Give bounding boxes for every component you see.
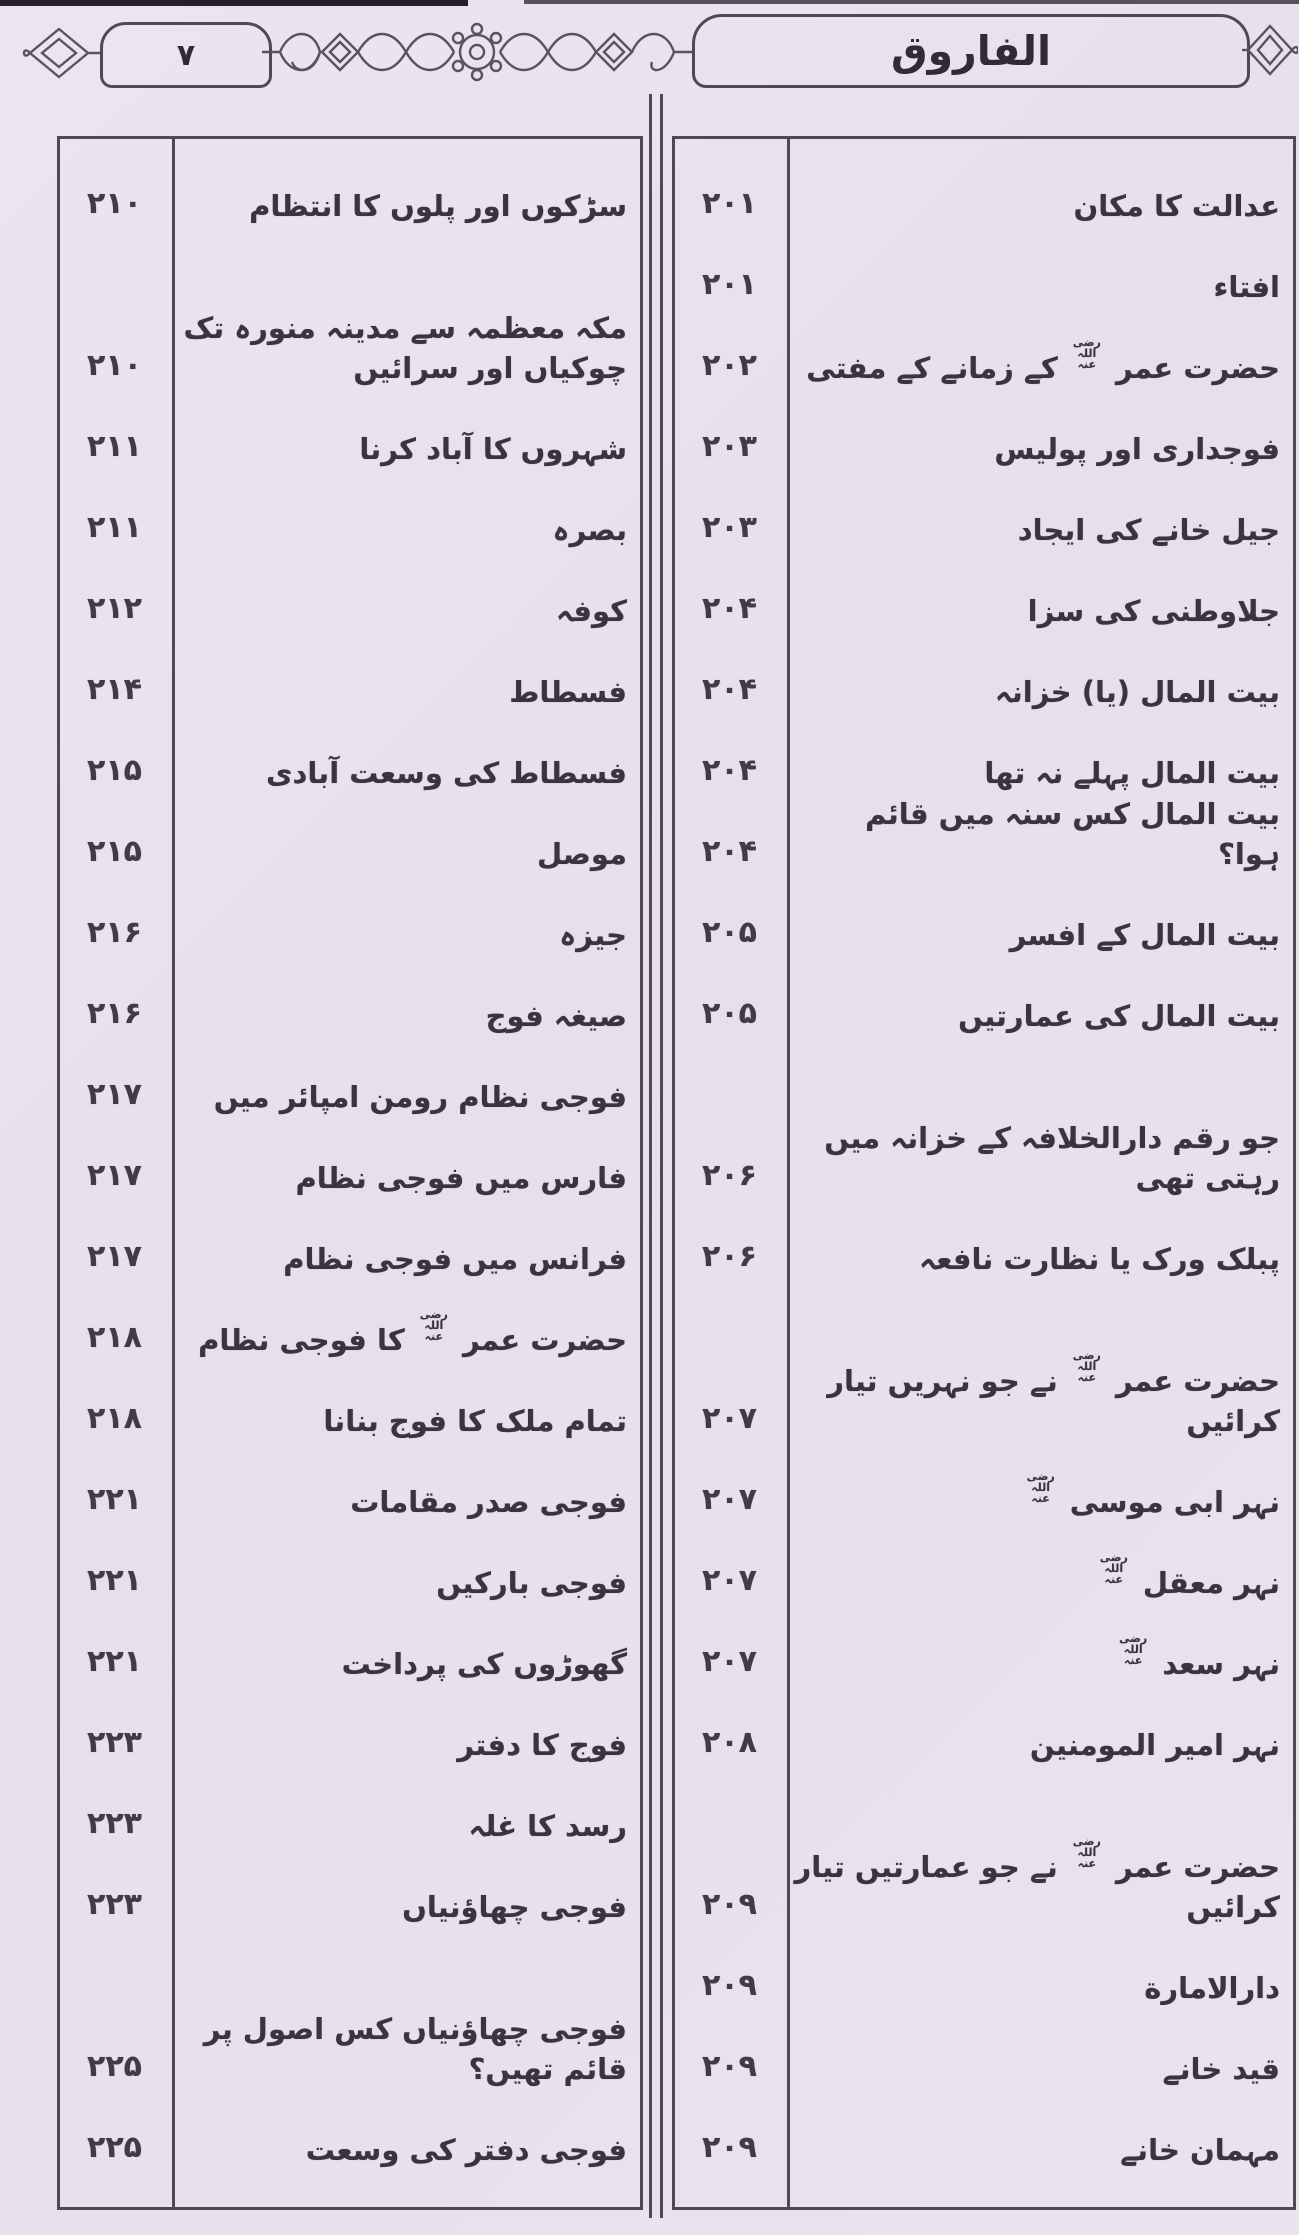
entry-title-text: فسطاط کی وسعت آبادی bbox=[265, 756, 627, 790]
entry-title-text: افتاء bbox=[1213, 270, 1280, 304]
entry-title bbox=[784, 1552, 1293, 1603]
entry-page-number: ۲۰۹ bbox=[702, 2130, 757, 2165]
honorific-seal: رضی اللہ عنہ bbox=[1072, 1350, 1101, 1383]
toc-entry-row bbox=[60, 888, 640, 969]
entry-page-number: ۲۲۳ bbox=[87, 1806, 142, 1841]
toc-entry-row bbox=[675, 321, 1293, 402]
toc-entry-row bbox=[675, 969, 1293, 1050]
entry-title bbox=[169, 1239, 640, 1279]
entry-title-text: جلاوطنی کی سزا bbox=[1027, 594, 1280, 628]
toc-entry-row bbox=[60, 645, 640, 726]
entry-page-number: ۲۱۸ bbox=[87, 1401, 142, 1436]
entry-title-text: حضرت عمر bbox=[1115, 1850, 1280, 1884]
toc-entry-row bbox=[675, 1293, 1293, 1455]
entry-title bbox=[169, 1482, 640, 1522]
entry-title bbox=[784, 591, 1293, 631]
entry-page-number: ۲۲۳ bbox=[87, 1887, 142, 1922]
entry-title-text: گھوڑوں کی پرداخت bbox=[341, 1647, 627, 1681]
entry-page-number: ۲۱۵ bbox=[87, 834, 142, 869]
toc-entry-row bbox=[60, 969, 640, 1050]
entry-title-text: فوجی دفتر کی وسعت bbox=[305, 2133, 627, 2167]
entry-title bbox=[169, 996, 640, 1036]
entry-title-text: پبلک ورک یا نظارت نافعہ bbox=[919, 1242, 1280, 1276]
entry-page-number: ۲۱۷ bbox=[87, 1077, 142, 1112]
book-title-cartouche bbox=[692, 14, 1250, 88]
entry-title-text: فوجی صدر مقامات bbox=[350, 1485, 627, 1519]
entry-title bbox=[784, 996, 1293, 1036]
toc-entry-row bbox=[60, 159, 640, 240]
entry-title bbox=[784, 1633, 1293, 1684]
toc-entry-row bbox=[675, 645, 1293, 726]
entry-page-number: ۲۱۰ bbox=[87, 348, 142, 383]
toc-entry-row bbox=[675, 888, 1293, 969]
scan-edge-artifact bbox=[0, 0, 468, 6]
entry-page-number: ۲۰۱ bbox=[702, 186, 757, 221]
entry-title bbox=[169, 1158, 640, 1198]
entry-title bbox=[169, 1887, 640, 1927]
entry-title bbox=[169, 308, 640, 388]
entry-page-number: ۲۰۹ bbox=[702, 1887, 757, 1922]
toc-entry-row bbox=[675, 2022, 1293, 2103]
entry-page-number: ۲۱۱ bbox=[87, 429, 142, 464]
toc-entry-row bbox=[60, 564, 640, 645]
entry-page-number: ۲۰۵ bbox=[702, 996, 757, 1031]
entry-title bbox=[169, 2130, 640, 2170]
entry-title-text: عدالت کا مکان bbox=[1073, 189, 1280, 223]
entry-page-number: ۲۲۱ bbox=[87, 1563, 142, 1598]
toc-entry-row bbox=[675, 1617, 1293, 1698]
toc-entry-row bbox=[675, 1536, 1293, 1617]
entry-page-number: ۲۱۶ bbox=[87, 996, 142, 1031]
entry-title-text: جو رقم دارالخلافہ کے خزانہ میں رہتی تھی bbox=[824, 1121, 1280, 1195]
entry-title bbox=[784, 915, 1293, 955]
toc-entry-row bbox=[675, 1941, 1293, 2022]
entry-title bbox=[169, 1806, 640, 1846]
entry-title-text: جیزہ bbox=[559, 918, 627, 952]
entry-title bbox=[169, 1644, 640, 1684]
toc-entry-row bbox=[60, 1536, 640, 1617]
entry-title bbox=[169, 2009, 640, 2089]
toc-entry-row bbox=[60, 2103, 640, 2184]
entry-title-text: حضرت عمر bbox=[1115, 1364, 1280, 1398]
entry-title-text: تمام ملک کا فوج بنانا bbox=[323, 1404, 627, 1438]
toc-entry-row bbox=[60, 1131, 640, 1212]
entry-title bbox=[169, 834, 640, 874]
entry-page-number: ۲۰۷ bbox=[702, 1644, 757, 1679]
toc-entry-row bbox=[60, 726, 640, 807]
entry-title bbox=[784, 1725, 1293, 1765]
entry-title-text: رسد کا غلہ bbox=[468, 1809, 627, 1843]
entry-title bbox=[784, 1968, 1293, 2008]
honorific-seal: رضی اللہ عنہ bbox=[1119, 1633, 1148, 1666]
toc-entry-row bbox=[60, 1374, 640, 1455]
page-number: ۷ bbox=[176, 37, 196, 73]
entry-title bbox=[784, 1118, 1293, 1198]
toc-entry-row bbox=[60, 1779, 640, 1860]
entry-title-text: بیت المال (یا) خزانہ bbox=[994, 675, 1280, 709]
toc-entry-row bbox=[60, 1698, 640, 1779]
scan-edge-artifact bbox=[524, 0, 1299, 4]
toc-entry-row bbox=[60, 1860, 640, 1941]
honorific-seal: رضی اللہ عنہ bbox=[1099, 1552, 1128, 1585]
entry-title bbox=[784, 267, 1293, 307]
entry-page-number: ۲۱۰ bbox=[87, 186, 142, 221]
toc-entry-row bbox=[675, 1455, 1293, 1536]
entry-title bbox=[784, 1471, 1293, 1522]
entry-page-number: ۲۱۴ bbox=[87, 672, 142, 707]
entry-page-number: ۲۰۷ bbox=[702, 1563, 757, 1598]
entry-title-text: فارس میں فوجی نظام bbox=[295, 1161, 627, 1195]
toc-entry-row bbox=[675, 564, 1293, 645]
corner-ornament-icon bbox=[1242, 18, 1298, 82]
floral-ornament-icon bbox=[262, 16, 692, 88]
honorific-seal: رضی اللہ عنہ bbox=[1072, 337, 1101, 370]
entry-title-text: فوجی چھاؤنیاں bbox=[402, 1890, 627, 1924]
entry-title-text: قید خانے bbox=[1162, 2052, 1280, 2086]
entry-page-number: ۲۱۸ bbox=[87, 1320, 142, 1355]
entry-title-text: فسطاط bbox=[509, 675, 627, 709]
entry-page-number: ۲۰۳ bbox=[702, 510, 757, 545]
entry-title bbox=[169, 753, 640, 793]
entry-page-number: ۲۰۷ bbox=[702, 1482, 757, 1517]
corner-ornament-icon bbox=[18, 24, 100, 82]
entry-page-number: ۲۲۵ bbox=[87, 2049, 142, 2084]
entry-title-text: حضرت عمر bbox=[1115, 351, 1280, 385]
entry-title bbox=[169, 915, 640, 955]
entry-page-number: ۲۲۱ bbox=[87, 1644, 142, 1679]
entry-title-text: فوجی بارکیں bbox=[436, 1566, 627, 1600]
entry-title bbox=[784, 510, 1293, 550]
entry-title-text: شہروں کا آباد کرنا bbox=[359, 432, 627, 466]
entry-title-text: مکہ معظمہ سے مدینہ منورہ تک چوکیاں اور سرائیں bbox=[183, 311, 627, 385]
book-title: الفاروق bbox=[890, 27, 1052, 75]
entry-title bbox=[169, 672, 640, 712]
toc-entry-row bbox=[675, 2103, 1293, 2184]
toc-entry-row bbox=[60, 1455, 640, 1536]
entry-title-text: موصل bbox=[536, 837, 627, 871]
entry-page-number: ۲۱۷ bbox=[87, 1239, 142, 1274]
entry-title bbox=[169, 1563, 640, 1603]
entry-title bbox=[784, 186, 1293, 226]
entry-page-number: ۲۰۵ bbox=[702, 915, 757, 950]
entry-title bbox=[169, 186, 640, 226]
entry-page-number: ۲۰۶ bbox=[702, 1239, 757, 1274]
toc-entry-row bbox=[675, 483, 1293, 564]
toc-entry-row bbox=[60, 483, 640, 564]
page-number-cartouche bbox=[100, 22, 272, 88]
honorific-seal: رضی اللہ عنہ bbox=[1072, 1836, 1101, 1869]
entry-title-text: بیت المال کی عمارتیں bbox=[958, 999, 1280, 1033]
entry-title-text: جیل خانے کی ایجاد bbox=[1017, 513, 1280, 547]
entry-title-text: بیت المال کس سنہ میں قائم ہوا؟ bbox=[865, 797, 1280, 871]
toc-entry-row bbox=[675, 797, 1293, 888]
entry-title bbox=[784, 753, 1293, 793]
entry-title-cont: نے جو عمارتیں تیار کرائیں bbox=[794, 1850, 1280, 1924]
entry-page-number: ۲۰۴ bbox=[702, 591, 757, 626]
entry-page-number: ۲۲۳ bbox=[87, 1725, 142, 1760]
entry-page-number: ۲۲۱ bbox=[87, 1482, 142, 1517]
toc-entry-row bbox=[675, 1212, 1293, 1293]
entry-title-cont: نے جو نہریں تیار کرائیں bbox=[827, 1364, 1280, 1438]
entry-title-text: بیت المال کے افسر bbox=[1009, 918, 1280, 952]
entry-page-number: ۲۰۹ bbox=[702, 2049, 757, 2084]
entry-page-number: ۲۰۷ bbox=[702, 1401, 757, 1436]
entry-title bbox=[784, 2130, 1293, 2170]
entry-title bbox=[784, 672, 1293, 712]
entry-title bbox=[169, 510, 640, 550]
entry-page-number: ۲۰۴ bbox=[702, 753, 757, 788]
entry-title-text: کوفہ bbox=[555, 594, 627, 628]
toc-entry-row bbox=[60, 240, 640, 402]
entry-title bbox=[784, 2049, 1293, 2089]
entry-title bbox=[784, 794, 1293, 874]
toc-entry-row bbox=[675, 1050, 1293, 1212]
honorific-seal: رضی اللہ عنہ bbox=[1026, 1471, 1055, 1504]
entry-page-number: ۲۰۴ bbox=[702, 672, 757, 707]
entry-title bbox=[784, 429, 1293, 469]
entry-page-number: ۲۲۵ bbox=[87, 2130, 142, 2165]
entry-title-text: بصرہ bbox=[552, 513, 627, 547]
entry-title-text: فوجی نظام رومن امپائر میں bbox=[213, 1080, 627, 1114]
entry-title-text: نہر امیر المومنین bbox=[1029, 1728, 1280, 1762]
entry-title-text: فوجداری اور پولیس bbox=[994, 432, 1280, 466]
entry-title-text: فرانس میں فوجی نظام bbox=[283, 1242, 627, 1276]
entry-title-text: صیغہ فوج bbox=[485, 999, 627, 1033]
column-divider-rule bbox=[649, 94, 663, 2218]
toc-column-left bbox=[57, 136, 643, 2210]
entry-title bbox=[169, 1725, 640, 1765]
toc-entry-row bbox=[675, 402, 1293, 483]
entry-title-text: مہمان خانے bbox=[1120, 2133, 1280, 2167]
toc-entry-row bbox=[675, 1779, 1293, 1941]
entry-title bbox=[169, 1077, 640, 1117]
toc-column-right bbox=[672, 136, 1296, 2210]
entry-page-number: ۲۰۲ bbox=[702, 348, 757, 383]
entry-title bbox=[784, 337, 1293, 388]
entry-title bbox=[169, 429, 640, 469]
toc-entry-row bbox=[60, 402, 640, 483]
entry-title bbox=[169, 591, 640, 631]
entry-page-number: ۲۱۵ bbox=[87, 753, 142, 788]
toc-entry-row bbox=[60, 1941, 640, 2103]
entry-title bbox=[784, 1836, 1293, 1927]
entry-title bbox=[784, 1239, 1293, 1279]
entry-title-cont: کا فوجی نظام bbox=[198, 1323, 405, 1357]
entry-page-number: ۲۰۹ bbox=[702, 1968, 757, 2003]
entry-title bbox=[784, 1350, 1293, 1441]
entry-page-number: ۲۰۶ bbox=[702, 1158, 757, 1193]
entry-page-number: ۲۰۱ bbox=[702, 267, 757, 302]
entry-title bbox=[169, 1401, 640, 1441]
toc-rows-left bbox=[60, 139, 640, 2207]
toc-entry-row bbox=[60, 1617, 640, 1698]
toc-entry-row bbox=[675, 1698, 1293, 1779]
entry-page-number: ۲۱۲ bbox=[87, 591, 142, 626]
toc-entry-row bbox=[675, 240, 1293, 321]
entry-page-number: ۲۰۴ bbox=[702, 834, 757, 869]
entry-title-text: سڑکوں اور پلوں کا انتظام bbox=[249, 189, 627, 223]
entry-title-text: دارالامارة bbox=[1144, 1971, 1280, 2005]
entry-title-text: نہر سعد bbox=[1162, 1647, 1280, 1681]
entry-title-text: نہر ابی موسی bbox=[1069, 1485, 1280, 1519]
entry-page-number: ۲۰۳ bbox=[702, 429, 757, 464]
entry-page-number: ۲۱۷ bbox=[87, 1158, 142, 1193]
toc-rows-right bbox=[675, 139, 1293, 2207]
entry-title-text: بیت المال پہلے نہ تھا bbox=[984, 756, 1280, 790]
entry-page-number: ۲۱۶ bbox=[87, 915, 142, 950]
toc-entry-row bbox=[60, 1212, 640, 1293]
entry-title bbox=[169, 1309, 640, 1360]
honorific-seal: رضی اللہ عنہ bbox=[419, 1309, 448, 1342]
entry-title-text: حضرت عمر bbox=[462, 1323, 627, 1357]
toc-entry-row bbox=[60, 807, 640, 888]
toc-entry-row bbox=[60, 1293, 640, 1374]
entry-title-text: فوج کا دفتر bbox=[457, 1728, 627, 1762]
toc-entry-row bbox=[60, 1050, 640, 1131]
entry-title-text: فوجی چھاؤنیاں کس اصول پر قائم تھیں؟ bbox=[203, 2012, 627, 2086]
entry-title-text: نہر معقل bbox=[1142, 1566, 1280, 1600]
entry-page-number: ۲۰۸ bbox=[702, 1725, 757, 1760]
toc-entry-row bbox=[675, 159, 1293, 240]
entry-page-number: ۲۱۱ bbox=[87, 510, 142, 545]
entry-title-cont: کے زمانے کے مفتی bbox=[806, 351, 1058, 385]
